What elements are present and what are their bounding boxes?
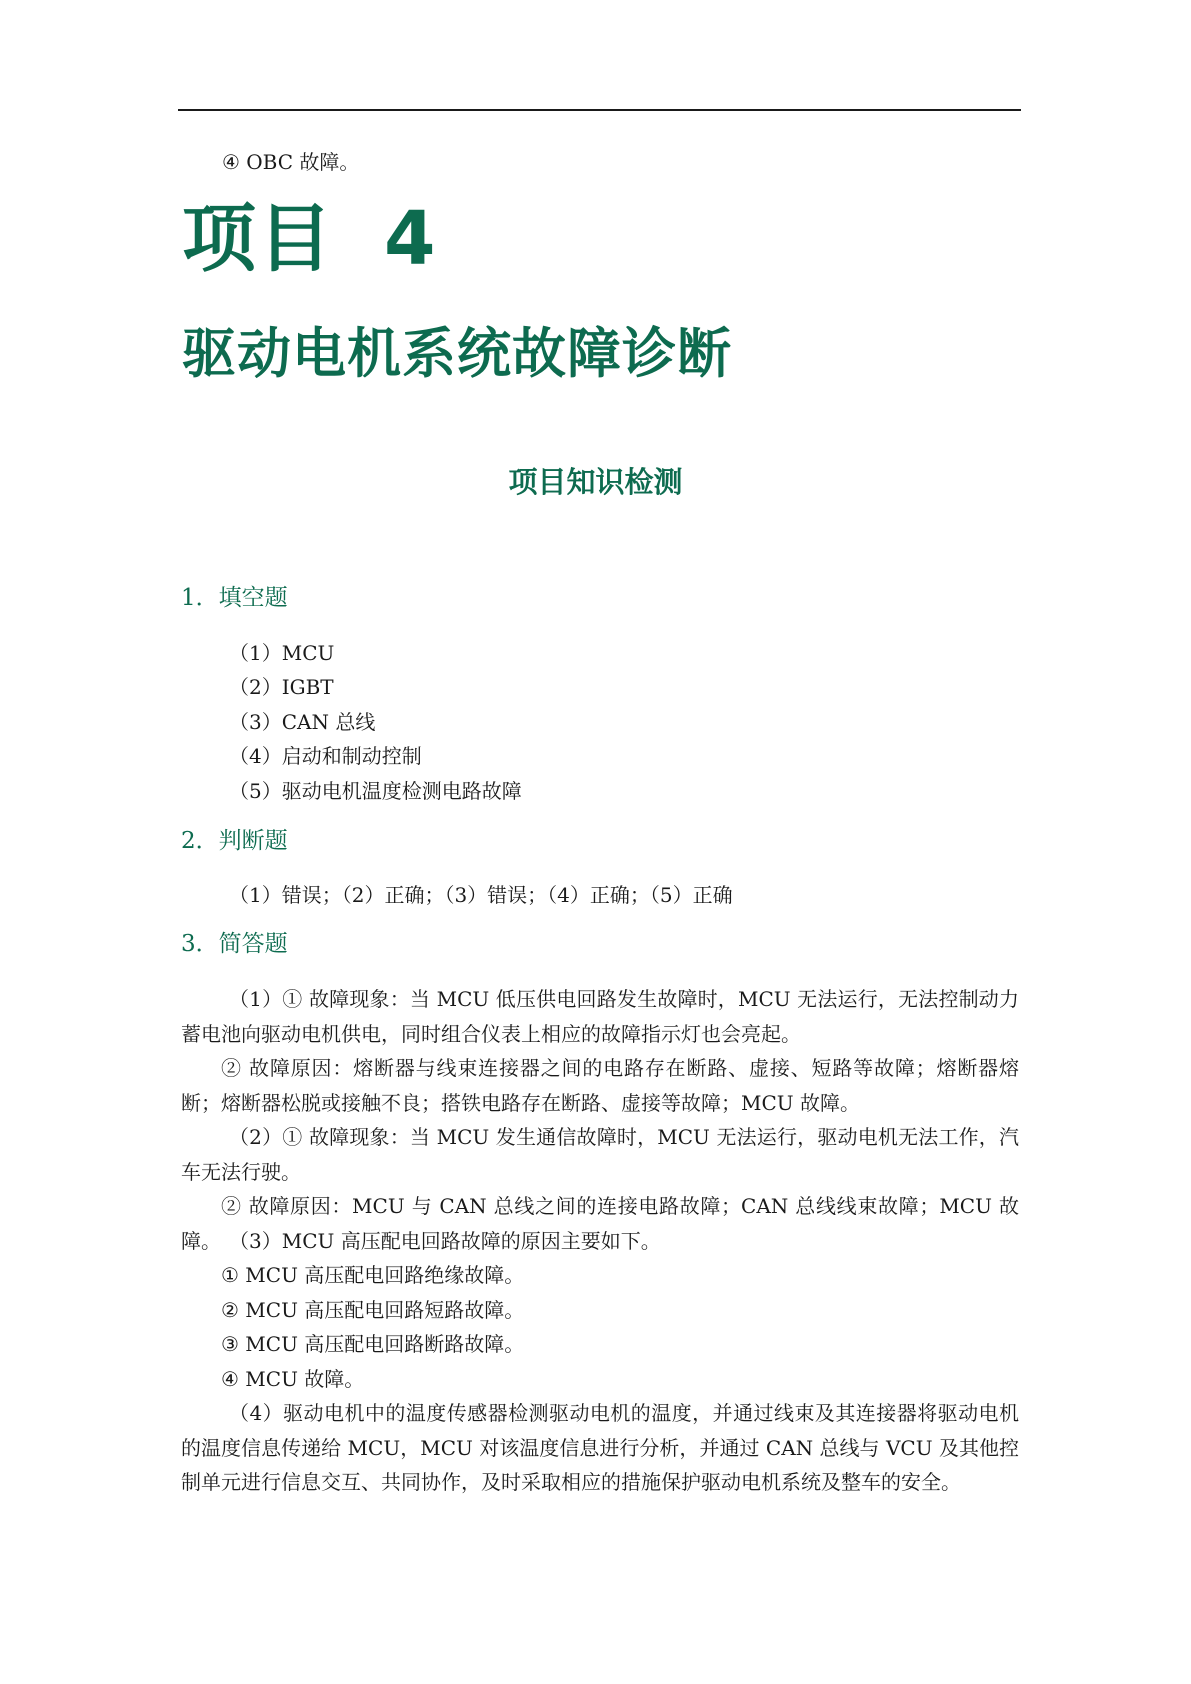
q3-paragraph-4: ② 故障原因：MCU 与 CAN 总线之间的连接电路故障；CAN 总线线束故障；MCU 故障。 — [181, 1194, 1019, 1253]
q3-paragraph-7: ② MCU 高压配电回路短路故障。 — [221, 1298, 525, 1322]
q1-answer-4: （4）启动和制动控制 — [229, 744, 422, 768]
q2-answer: （1）错误；（2）正确；（3）错误；（4）正确；（5）正确 — [229, 883, 733, 907]
q3-paragraph-6: ① MCU 高压配电回路绝缘故障。 — [221, 1263, 525, 1287]
q1-answer-1: （1）MCU — [229, 641, 335, 665]
q1-answer-5: （5）驱动电机温度检测电路故障 — [229, 779, 522, 803]
question-2-heading: 2．判断题 — [181, 828, 288, 854]
header-note: ④ OBC 故障。 — [222, 150, 360, 174]
q3-paragraph-1: （1）① 故障现象：当 MCU 低压供电回路发生故障时，MCU 无法运行，无法控制动力蓄电池向驱动电机供电，同时组合仪表上相应的故障指示灯也会亮起。 — [181, 987, 1019, 1046]
section-title: 项目知识检测 — [508, 465, 683, 499]
q3-paragraph-10: （4）驱动电机中的温度传感器检测驱动电机的温度，并通过线束及其连接器将驱动电机的温度信息传递给 MCU，MCU 对该温度信息进行分析，并通过 CAN 总线与 VCU 及其他控制单元进行信息交互、共同协作，及时采取相应的措施保护驱动电机系统及整车的安全。 — [181, 1401, 1019, 1494]
q3-paragraph-5: （3）MCU 高压配电回路故障的原因主要如下。 — [229, 1229, 661, 1253]
q3-paragraph-2: ② 故障原因：熔断器与线束连接器之间的电路存在断路、虚接、短路等故障；熔断器熔断；熔断器松脱或接触不良；搭铁电路存在断路、虚接等故障；MCU 故障。 — [181, 1056, 1019, 1115]
project-heading — [182, 196, 438, 282]
q3-paragraph-3: （2）① 故障现象：当 MCU 发生通信故障时，MCU 无法运行，驱动电机无法工作，汽车无法行驶。 — [181, 1125, 1019, 1184]
q3-paragraph-8: ③ MCU 高压配电回路断路故障。 — [221, 1332, 525, 1356]
q3-paragraph-9: ④ MCU 故障。 — [221, 1367, 365, 1391]
question-3-heading: 3．简答题 — [181, 931, 288, 957]
q1-answer-2: （2）IGBT — [229, 675, 334, 699]
project-title: 驱动电机系统故障诊断 — [182, 322, 732, 385]
project-label: 项目 — [182, 196, 334, 282]
question-1-heading: 1．填空题 — [181, 585, 288, 611]
project-number: 4 — [384, 196, 438, 282]
q1-answer-3: （3）CAN 总线 — [229, 710, 376, 734]
header-rule — [178, 109, 1021, 111]
